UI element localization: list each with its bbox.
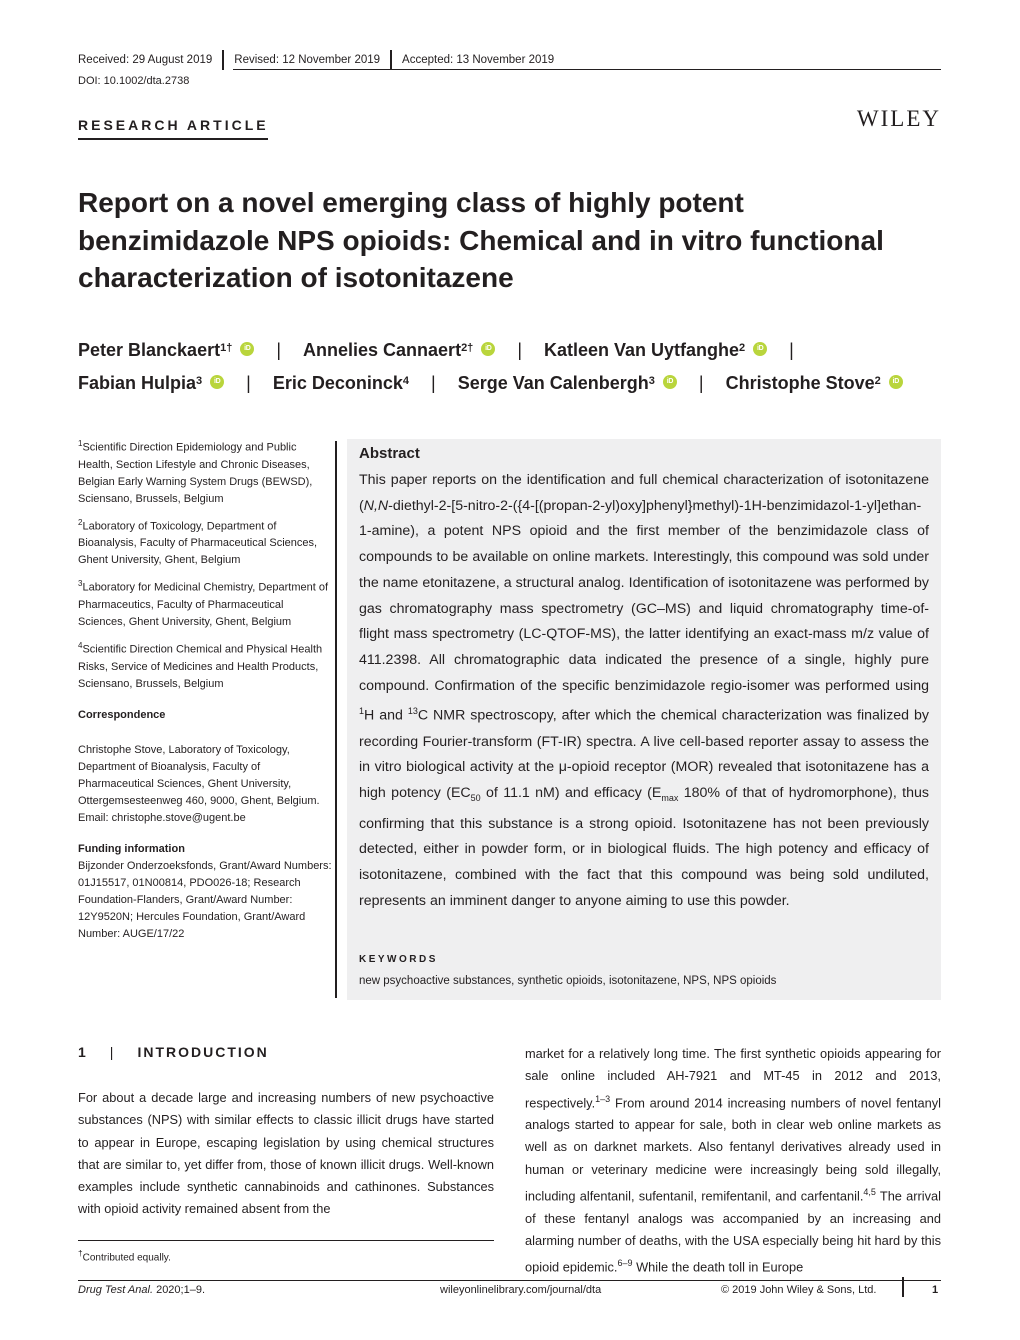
- abstract-heading: Abstract: [359, 445, 420, 462]
- affiliations-column: [78, 435, 333, 943]
- funding-text: Bijzonder Onderzoeksfonds, Grant/Award Numbers: 01J15517, 01N00814, PDO026-18; Research Foundation-Flanders, Grant/Award Number: 12Y9520N; Hercules Foundation, Grant/Award Number: AUGE/17/22: [78, 859, 332, 940]
- divider: [222, 50, 224, 70]
- author-name: Katleen Van Uytfanghe: [544, 340, 740, 360]
- accepted-date: Accepted: 13 November 2019: [402, 54, 555, 66]
- author-name: Serge Van Calenbergh: [457, 373, 649, 393]
- citation[interactable]: 6–9: [617, 1258, 633, 1269]
- affiliation: [78, 637, 333, 693]
- affiliation-mark: 2: [739, 342, 746, 354]
- affiliation-mark: 2†: [461, 342, 474, 354]
- correspondence-email[interactable]: Email: christophe.stove@ugent.be: [78, 811, 246, 824]
- section-title: INTRODUCTION: [137, 1044, 269, 1060]
- author[interactable]: [458, 373, 677, 393]
- footnote: [78, 1248, 171, 1263]
- separator: |: [276, 340, 282, 360]
- footnote-rule: [78, 1240, 494, 1241]
- author[interactable]: [78, 373, 224, 393]
- revised-date: Revised: 12 November 2019: [234, 54, 381, 66]
- affiliation-mark: 3: [196, 375, 203, 387]
- affiliation-mark: 3: [648, 375, 655, 387]
- superscript: 1: [359, 706, 365, 717]
- article-type-underline: [78, 138, 268, 140]
- affiliation-text: Laboratory for Medicinal Chemistry, Department of Pharmaceutics, Faculty of Pharmaceutical Sciences, Ghent University, Ghent, Belgium: [78, 581, 329, 628]
- separator: |: [246, 373, 251, 393]
- affiliation-text: Scientific Direction Chemical and Physical Health Risks, Service of Medicines and Health Products, Sciensano, Brussels, Belgium: [78, 643, 323, 690]
- copyright: © 2019 John Wiley & Sons, Ltd.: [721, 1284, 877, 1296]
- author-list: [78, 334, 948, 400]
- author[interactable]: [726, 373, 903, 393]
- affiliation-text: Scientific Direction Epidemiology and Public Health, Section Lifestyle and Chronic Diseases, Belgian Early Warning System Drugs (BEWSD), Sciensano, Brussels, Belgium: [78, 441, 313, 505]
- abstract-segment: of 11.1 nM) and efficacy (E: [480, 785, 662, 802]
- affiliation-text: Laboratory of Toxicology, Department of Bioanalysis, Faculty of Pharmaceutical Sciences, Ghent University, Ghent, Belgium: [78, 520, 318, 567]
- keywords-heading: KEYWORDS: [359, 954, 438, 965]
- affiliation-number: 1: [78, 439, 83, 448]
- separator: |: [517, 340, 522, 360]
- journal-url[interactable]: wileyonlinelibrary.com/journal/dta: [440, 1284, 602, 1296]
- abstract-segment: -diethyl-2-[5-nitro-2-({4-[(propan-2-yl)oxy]phenyl}methyl)-1H-benzimidazol-1-yl]ethan-1-amine), a potent NPS opioid and the first member of the benzimidazole class of compounds to be available on online markets. Interestingly, this compound was sold under the name etonitazene, a structural analog. Identification of isotonitazene was performed by gas chromatography mass spectrometry (GC–MS) and liquid chromatography time-of-flight mass spectrometry (LC-QTOF-MS), the latter identifying an exact-mass m/z value of 411.2398. All chromatographic data indicated the presence of a single, highly pure compound. Confirmation of the specific benzimidazole regio-isomer was performed using: [359, 497, 929, 694]
- paragraph-segment: market for a relatively long time. The first synthetic opioids appearing for sale online included AH-7921 and MT-45 in 2012 and 2013, respectively.: [525, 1046, 941, 1110]
- author[interactable]: [273, 373, 409, 393]
- paragraph-segment: The arrival of these fentanyl analogs was accompanied by an increasing and alarming number of deaths, with the USA especially being hit hard by this opioid epidemic.: [525, 1188, 941, 1275]
- author[interactable]: [544, 340, 767, 360]
- divider: [390, 50, 392, 70]
- keywords-list: new psychoactive substances, synthetic opioids, isotonitazene, NPS, NPS opioids: [359, 975, 777, 987]
- funding-heading: Funding information: [78, 842, 185, 855]
- footnote-mark: †: [78, 1248, 83, 1258]
- column-divider: [335, 441, 337, 998]
- orcid-icon[interactable]: iD: [210, 375, 224, 389]
- abstract-text: [359, 468, 929, 915]
- intro-left-column: For about a decade large and increasing numbers of new psychoactive substances (NPS) with similar effects to classic illicit drugs have started to appear in Europe, escaping legislation by using chemical structures that are similar to, yet differ from, those of known illicit drugs. Well-known examples include synthetic cannabinoids and cathinones. Substances with opioid activity remained absent from the: [78, 1090, 494, 1217]
- separator: |: [431, 373, 436, 393]
- author-name: Fabian Hulpia: [78, 373, 197, 393]
- journal-info: 2020;1–9.: [153, 1284, 206, 1296]
- section-number: 1: [78, 1044, 88, 1060]
- footer-divider: [902, 1277, 904, 1297]
- separator: |: [789, 340, 794, 360]
- journal-name: Drug Test Anal.: [78, 1284, 154, 1296]
- footer-rule: [78, 1280, 941, 1281]
- orcid-icon[interactable]: iD: [481, 342, 495, 356]
- abstract-segment: This paper reports on the identification and full chemical characterization of isotonitazene (: [359, 472, 929, 514]
- publisher-logo: WILEY: [856, 106, 941, 131]
- article-title: Report on a novel emerging class of highly potent benzimidazole NPS opioids: Chemical and in vitro functional characterization of isotonitazene: [78, 187, 884, 293]
- received-date: Received: 29 August 2019: [78, 54, 213, 66]
- orcid-icon[interactable]: iD: [889, 375, 903, 389]
- orcid-icon[interactable]: iD: [240, 342, 254, 356]
- paragraph-segment: From around 2014 increasing numbers of novel fentanyl analogs started to appear for sale, both in clear web online markets as well as on darknet markets. Also fentanyl derivatives already used in human or veterinary medicine were increasingly being sold illegally, including alfentanil, sufentanil, remifentanil, and carfentanil.: [525, 1094, 941, 1204]
- orcid-icon[interactable]: iD: [753, 342, 767, 356]
- affiliation: [78, 575, 333, 631]
- affiliation: [78, 435, 333, 508]
- correspondence-text: Christophe Stove, Laboratory of Toxicology, Department of Bioanalysis, Faculty of Pharmaceutical Sciences, Ghent University, Ottergemsesteenweg 460, 9000, Ghent, Belgium.: [78, 743, 320, 807]
- author[interactable]: [303, 340, 495, 360]
- article-type: RESEARCH ARTICLE: [78, 117, 269, 133]
- subscript: 50: [470, 793, 481, 803]
- affiliation-number: 3: [78, 579, 83, 589]
- author-name: Annelies Cannaert: [303, 340, 462, 360]
- superscript: 13: [407, 706, 418, 717]
- citation[interactable]: 1–3: [595, 1093, 611, 1104]
- correspondence-heading: Correspondence: [78, 708, 166, 721]
- footnote-text: Contributed equally.: [82, 1252, 171, 1264]
- affiliation: [78, 514, 333, 570]
- affiliation-number: 4: [78, 640, 83, 650]
- abstract-italic: N,N: [363, 497, 389, 514]
- intro-right-column: [525, 1043, 941, 1279]
- page-number: 1: [932, 1284, 939, 1296]
- affiliation-number: 2: [78, 517, 83, 527]
- publication-dates: [78, 51, 564, 69]
- doi[interactable]: DOI: 10.1002/dta.2738: [78, 75, 190, 87]
- affiliation-mark: 1†: [220, 342, 233, 354]
- separator: |: [698, 373, 704, 393]
- abstract-segment: 180% of that of hydromorphone), thus confirming that this substance is a strong opioid. Isotonitazene has not been previously detected, either in powder form, or in biological fluids. The high potency and efficacy of isotonitazene, combined with the fact that this compound was being sold undiluted, represents an imminent danger to anyone aiming to use this powder.: [359, 785, 929, 909]
- affiliation-mark: 4: [402, 375, 410, 387]
- section-heading: [78, 1044, 269, 1060]
- journal-citation: [78, 1284, 205, 1296]
- separator: |: [109, 1044, 116, 1060]
- author[interactable]: [78, 340, 254, 360]
- paragraph-segment: While the death toll in Europe: [632, 1259, 804, 1275]
- subscript: max: [661, 793, 679, 803]
- affiliation-mark: 2: [874, 375, 881, 387]
- header-rule: [233, 69, 941, 70]
- abstract-segment: C NMR spectroscopy, after which the chemical characterization was finalized by recording Fourier-transform (FT-IR) spectra. A live cell-based reporter assay to assess the in vitro biological activity at the μ-opioid receptor (MOR) revealed that isotonitazene has a high potency (EC: [359, 708, 929, 802]
- abstract-segment: H and: [364, 708, 408, 725]
- author-name: Christophe Stove: [725, 373, 875, 393]
- orcid-icon[interactable]: iD: [663, 375, 677, 389]
- author-name: Eric Deconinck: [272, 373, 403, 393]
- citation[interactable]: 4,5: [863, 1187, 876, 1198]
- author-name: Peter Blanckaert: [78, 340, 221, 360]
